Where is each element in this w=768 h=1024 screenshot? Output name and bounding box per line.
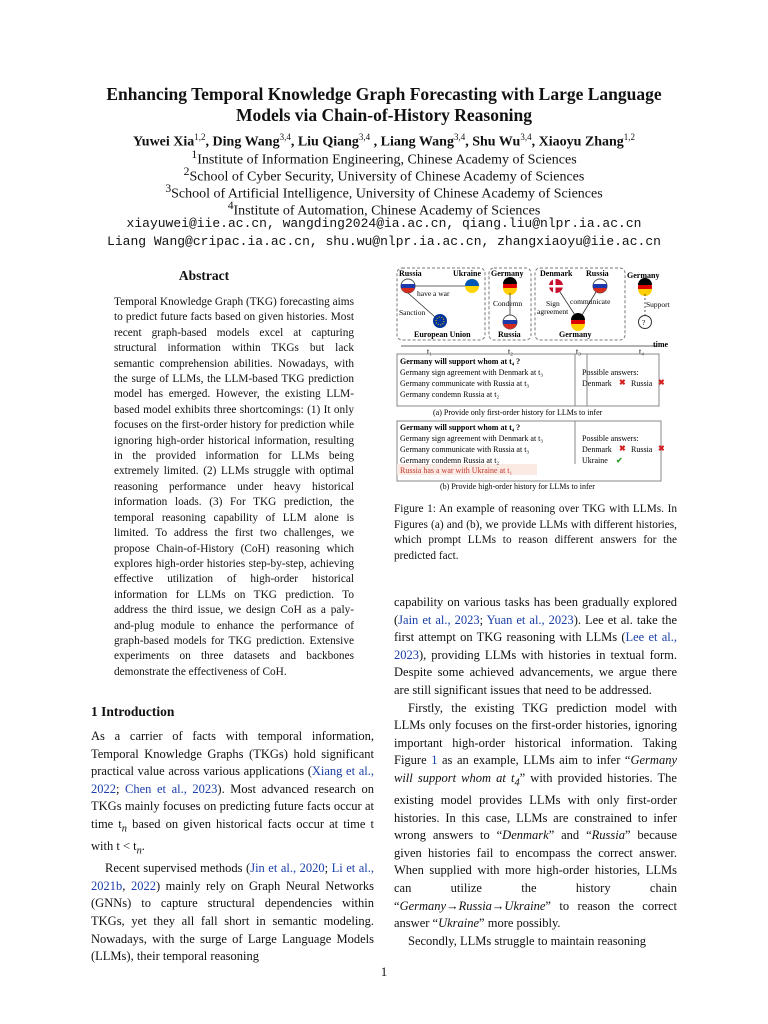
germany-flag-icon <box>571 313 585 331</box>
eu-flag-icon <box>433 314 447 328</box>
edge-label: Support <box>646 300 670 309</box>
panel-a-answer: Denmark <box>582 379 612 388</box>
germany-flag-icon <box>638 278 652 296</box>
right-paragraph-1: capability on various tasks has been gradually explored (Jain et al., 2023; Yuan et al., 2023). Lee et al. take the first attempt on TKG reasoning with LLMs (Lee et al., 2023), providing LLMs with histories in textual form. Despite some achieved advancements, we argue there are still significant issues that need to be addressed. <box>394 595 678 697</box>
author-name: Yuwei Xia <box>132 134 195 150</box>
panel-b-answer: Ukraine <box>582 456 608 465</box>
paper-title <box>40 84 728 126</box>
abstract-body: Temporal Knowledge Graph (TKG) forecasting aims to predict future facts based on given histories. Most recent graph-based models excel at capturing structural information within TKGs but lack semantic comprehension abilities. Nowadays, with the surge of LLMs, the LLM-based TKG prediction model has emerged. However, the existing LLM-based model exhibits three shortcomings: (1) It only focuses on the first-order history for prediction while ignoring high-order historical information, resulting in the provided information for LLMs being extremely limited. (2) LLMs struggle with optimal reasoning performance under heavy historical information loads. (3) For TKG prediction, the temporal reasoning capability of LLM alone is limited. To address the first two challenges, we propose Chain-of-History (CoH) reasoning which explores high-order histories step-by-step, achieving effective utilization of high-order historical information for LLMs on TKG prediction. To address the third issue, we design CoH as a paly-and-plug module to enhance the performance of graph-based models for TKG prediction. Extensive experiments on three datasets and backbones demonstrate the effectiveness of CoH. <box>114 296 354 678</box>
affiliation-2: $^2$School of Cyber Security, University of Chinese Academy of Sciences <box>183 165 585 185</box>
email-line-1[interactable]: xiayuwei@iie.ac.cn, wangding2024@ia.ac.cn, qiang.liu@nlpr.ia.ac.cn <box>126 216 642 231</box>
author-name: Ding Wang <box>212 134 280 150</box>
denmark-flag-icon <box>549 279 563 293</box>
author-name: Xiaoyu Zhang <box>538 134 624 150</box>
affiliation-3: $^3$School of Artificial Intelligence, University of Chinese Academy of Sciences <box>165 182 603 202</box>
intro-left-column <box>91 728 374 966</box>
edge-label: Condemn <box>493 299 523 308</box>
query-mark: ? <box>642 318 646 327</box>
panel-b-question: Germany will support whom at t₄ ? <box>400 423 521 432</box>
citation-link[interactable]: Lee et al., 2023 <box>394 630 677 662</box>
intro-paragraph-2: Recent supervised methods (Jin et al., 2020; Li et al., 2021b, 2022) mainly rely on Graph Neural Networks (GNNs) to capture structural dependencies within TKGs, yet they all fall short in semantic modeling. Nowadays, with the surge of Large Language Models (LLMs), their temporal reasoning <box>91 861 375 964</box>
panel-b-fact: Germany sign agreement with Denmark at t₃ <box>400 434 544 443</box>
wrong-icon: ✖ <box>658 444 665 453</box>
time-tick: t₁ <box>427 347 433 356</box>
page-number: 1 <box>380 964 388 979</box>
edge-label: communicate <box>570 297 611 306</box>
author-affiliation-sup: 3,4 <box>358 132 371 142</box>
node-label: Germany <box>491 269 524 278</box>
node-label: European Union <box>414 330 471 339</box>
title-line-1: Enhancing Temporal Knowledge Graph Forecasting with Large Language <box>106 84 662 104</box>
abstract-heading: Abstract <box>178 268 230 283</box>
panel-b-fact: Russia has a war with Ukraine at t₁ <box>400 466 513 475</box>
author-affiliation-sup: 3,4 <box>520 132 532 142</box>
affiliation-1: $^1$Institute of Information Engineering, Chinese Academy of Sciences <box>191 148 577 168</box>
author-affiliation-sup: 3,4 <box>279 132 291 142</box>
panel-a-caption: (a) Provide only first-order history for LLMs to infer <box>433 408 603 417</box>
figure-1-svg <box>395 266 678 494</box>
node-label: Germany <box>627 271 660 280</box>
panel-b-fact: Germany condemn Russia at t₂ <box>400 456 500 465</box>
correct-icon: ✔ <box>616 456 623 465</box>
intro-paragraph-1: As a carrier of facts with temporal information, Temporal Knowledge Graphs (TKGs) hold significant practical value across various applications (Xiang et al., 2022; Chen et al., 2023). Most advanced research on TKGs mainly focuses on predicting future facts occur at time $t_n$ based on given historical facts occur at time t with $t < t_n$. <box>91 729 374 857</box>
author-name: Liang Wang <box>380 134 454 150</box>
edge-label: have a war <box>417 289 450 298</box>
edge-label: agreement <box>537 307 569 316</box>
time-tick: t₂ <box>508 347 514 356</box>
email-line-2[interactable]: Liang Wang@cripac.ia.ac.cn, shu.wu@nlpr.ia.ac.cn, zhangxiaoyu@iie.ac.cn <box>107 234 661 249</box>
panel-b-answer: Russia <box>631 445 653 454</box>
right-paragraph-3: Secondly, LLMs struggle to maintain reasoning <box>408 933 647 948</box>
citation-link[interactable]: Chen et al., 2023 <box>125 781 218 796</box>
time-axis-label: time <box>653 340 669 349</box>
affiliation-4: $^4$Institute of Automation, Chinese Academy of Sciences <box>227 199 541 219</box>
figure-1 <box>395 266 678 494</box>
panel-b-answers-label: Possible answers: <box>582 434 639 443</box>
russia-flag-icon <box>401 279 415 293</box>
figure-link[interactable]: 1 <box>431 753 438 768</box>
time-tick: t₄ <box>639 347 645 356</box>
panel-b-caption: (b) Provide high-order history for LLMs to infer <box>440 482 595 491</box>
russia-flag-icon <box>593 279 607 293</box>
node-label: Russia <box>586 269 609 278</box>
right-paragraph-2: Firstly, the existing TKG prediction model with LLMs only focuses on the first-order histories, ignoring important high-order historical information. Taking Figure 1 as an example, LLMs aim to infer “Germany will support whom at $t_4$” with provided histories. The existing model provides LLMs with only first-order histories. In this case, LLMs are constrained to infer wrong answers to “Denmark” and “Russia” because given histories fail to encompass the correct answer. When supplied with more high-order histories, LLMs can utilize the history chain “Germany→Russia→Ukraine” to reason the correct answer “Ukraine” more possibly. <box>394 700 677 931</box>
time-tick: t₃ <box>576 347 582 356</box>
node-label: Russia <box>399 269 422 278</box>
citation-link[interactable]: 2022 <box>130 878 156 893</box>
node-label: Ukraine <box>453 269 481 278</box>
citation-link[interactable]: Yuan et al., 2023 <box>486 612 574 627</box>
wrong-icon: ✖ <box>658 378 665 387</box>
citation-link[interactable]: Jain et al., 2023 <box>398 612 480 627</box>
wrong-icon: ✖ <box>619 444 626 453</box>
figure-caption: Figure 1: An example of reasoning over TKG with LLMs. In Figures (a) and (b), we provide LLMs with different histories, which prompt LLMs to reason different answers for the predicted fact. <box>394 503 677 562</box>
section-heading: 1 Introduction <box>91 704 175 719</box>
panel-b-fact: Germany communicate with Russia at t₃ <box>400 445 530 454</box>
panel-b-answer: Denmark <box>582 445 612 454</box>
title-line-2: Models via Chain-of-History Reasoning <box>235 105 533 125</box>
ukraine-flag-icon <box>465 279 479 293</box>
panel-a-question: Germany will support whom at t₄ ? <box>400 357 521 366</box>
author-list: Yuwei Xia$^{1,2}$, Ding Wang$^{3,4}$, Liu Qiang$^{3,4}$ , Liang Wang$^{3,4}$, Shu Wu$^{3,4}$, Xiaoyu Zhang$^{1,2}$ <box>132 132 636 150</box>
russia-flag-icon <box>503 315 517 329</box>
node-label: Denmark <box>540 269 573 278</box>
author-name: Liu Qiang <box>297 134 359 150</box>
author-affiliation-sup: 1,2 <box>623 132 636 142</box>
citation-link[interactable]: Xiang et al., 2022 <box>91 764 374 796</box>
node-label: Russia <box>498 330 521 339</box>
panel-a-answers-label: Possible answers: <box>582 368 639 377</box>
edge-label: Sign <box>546 299 560 308</box>
citation-link[interactable]: Li et al., 2021b <box>91 861 374 893</box>
author-name: Shu Wu <box>472 134 521 150</box>
author-affiliation-sup: 3,4 <box>453 132 466 142</box>
panel-a-fact: Germany communicate with Russia at t₃ <box>400 379 530 388</box>
author-affiliation-sup: 1,2 <box>194 132 206 142</box>
wrong-icon: ✖ <box>619 378 626 387</box>
panel-a-answer: Russia <box>631 379 653 388</box>
edge-label: Sanction <box>399 308 426 317</box>
intro-right-column <box>394 594 677 950</box>
node-label: Germany <box>559 330 592 339</box>
panel-a-fact: Germany condemn Russia at t₂ <box>400 390 500 399</box>
germany-flag-icon <box>503 277 517 295</box>
panel-a-fact: Germany sign agreement with Denmark at t₃ <box>400 368 544 377</box>
citation-link[interactable]: Jin et al., 2020 <box>250 861 325 876</box>
